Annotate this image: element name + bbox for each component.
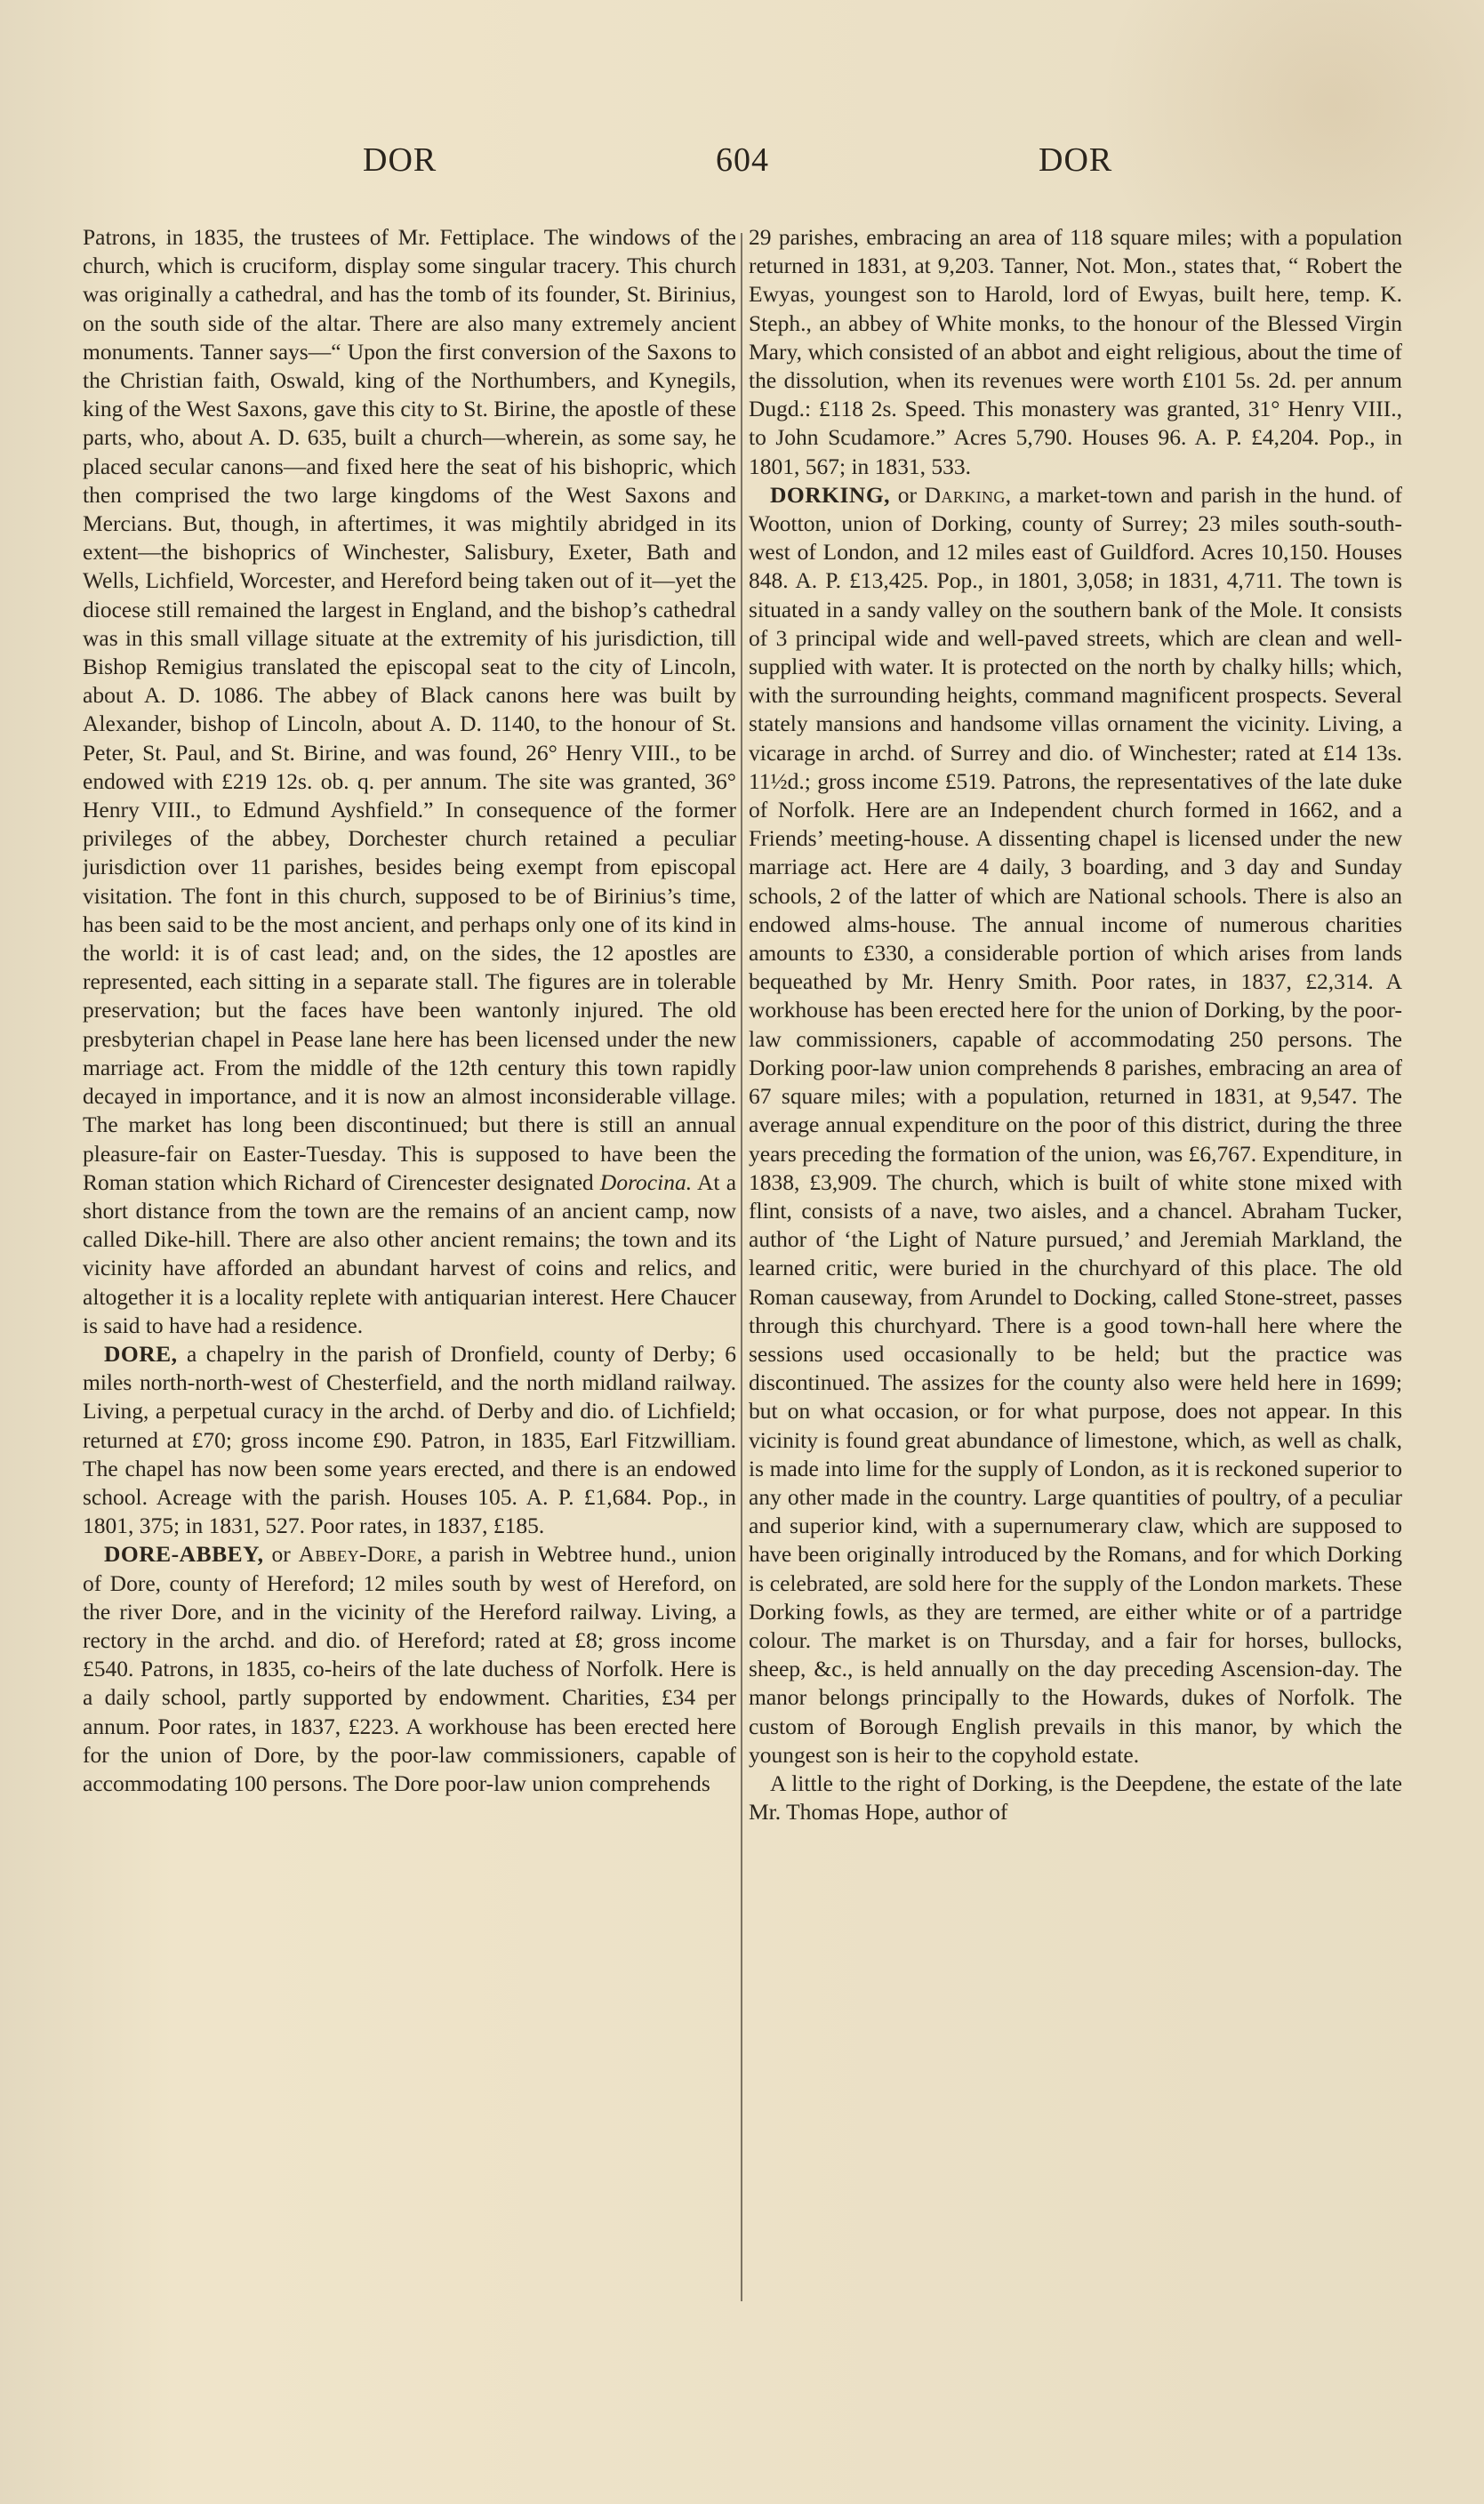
headword-abbey-dore: Abbey-Dore, xyxy=(298,1541,423,1568)
dorchester-continuation xyxy=(83,223,736,1340)
right-column xyxy=(749,223,1402,2313)
headword-dorking: DORKING, xyxy=(770,481,891,508)
column-divider xyxy=(741,233,742,2301)
deepdene-text: A little to the right of Dorking, is the Deepdene, the estate of the late Mr. Thomas Hope, author of xyxy=(749,1770,1402,1826)
dorchester-text-tail: At a short distance from the town are the remains of an ancient camp, now called Dike-hill. There are also other ancient remains; the town and its vicinity have afforded an abundant harvest of coins and relics, and altogether it is a locality replete with antiquarian interest. Here Chaucer is said to have had a residence. xyxy=(83,1168,736,1338)
entry-dore-abbey-or: or xyxy=(271,1541,291,1568)
dorchester-text: Patrons, in 1835, the trustees of Mr. Fettiplace. The windows of the church, which is cruciform, display some singular tracery. This church was originally a cathedral, and has the tomb of its founder, St. Birinius, on the south side of the altar. There are also many extremely ancient monuments. Tanner says—“ Upon the first conversion of the Saxons to the Christian faith, Oswald, king of the Northumbers, and Kynegils, king of the West Saxons, gave this city to St. Birine, the apostle of these parts, who, about A. D. 635, built a church—wherein, as some say, he placed secular canons—and fixed here the seat of his bishopric, which then comprised the two large kingdoms of the West Saxons and Mercians. But, though, in aftertimes, it was mightily abridged in its extent—the bishoprics of Winchester, Salisbury, Exeter, Bath and Wells, Lichfield, Worcester, and Hereford being taken out of it—yet the diocese still remained the largest in England, and the bishop’s cathedral was in this small village situate at the extremity of his jurisdiction, till Bishop Remigius translated the episcopal seat to the city of Lincoln, about A. D. 1086. The abbey of Black canons here was built by Alexander, bishop of Lincoln, about A. D. 1140, to the honour of St. Peter, St. Paul, and St. Birine, and was found, 26° Henry VIII., to be endowed with £219 12s. ob. q. per annum. The site was granted, 36° Henry VIII., to Edmund Ayshfield.” In consequence of the former privileges of the abbey, Dorchester church retained a peculiar jurisdiction over 11 parishes, besides being exempt from episcopal visitation. The font in this church, supposed to be of Birinius’s time, has been said to be the most ancient, and perhaps only one of its kind in the world: it is of cast lead; and, on the sides, the 12 apostles are represented, each sitting in a separate stall. The figures are in tolerable preservation; but the faces have been wantonly injured. The old presbyterian chapel in Pease lane here has been licensed under the new marriage act. From the middle of the 12th century this town rapidly decayed in importance, and it is now an almost inconsiderable village. The market has long been discontinued; but there is still an annual pleasure-fair on Easter-Tuesday. This is supposed to have been the Roman station which Richard of Cirencester designated xyxy=(83,224,736,1195)
page-header xyxy=(0,140,1484,181)
deepdene-paragraph xyxy=(749,1770,1402,1826)
headword-dore-abbey: DORE-ABBEY, xyxy=(104,1541,264,1568)
entry-dore xyxy=(83,1340,736,1540)
running-head-left: DOR xyxy=(363,141,437,179)
entry-dore-abbey-text: a parish in Webtree hund., union of Dore, county of Hereford; 12 miles south by west of Hereford, on the river Dore, and in the vicinity of the Hereford railway. Living, a rectory in the archd. and dio. of Hereford; rated at £8; gross income £540. Patrons, in 1835, co-heirs of the late duchess of Norfolk. Here is a daily school, partly supported by endowment. Charities, £34 per annum. Poor rates, in 1837, £223. A workhouse has been erected here for the union of Dore, by the poor-law commissioners, capable of accommodating 100 persons. The Dore poor-law union comprehends xyxy=(83,1541,736,1796)
entry-dore-text: a chapelry in the parish of Dronfield, county of Derby; 6 miles north-north-west of Chesterfield, and the north midland railway. Living, a perpetual curacy in the archd. of Derby and dio. of Lichfield; returned at £70; gross income £90. Patron, in 1835, Earl Fitzwilliam. The chapel has now been some years erected, and there is an endowed school. Acreage with the parish. Houses 105. A. P. £1,684. Pop., in 1801, 375; in 1831, 527. Poor rates, in 1837, £185. xyxy=(83,1340,736,1539)
dore-abbey-continuation xyxy=(749,223,1402,481)
entry-dorking-or: or xyxy=(897,481,917,508)
entry-dorking xyxy=(749,481,1402,1770)
page-number: 604 xyxy=(716,141,769,179)
dore-abbey-continuation-text: 29 parishes, embracing an area of 118 square miles; with a population returned in 1831, at 9,203. Tanner, Not. Mon., states that, “ Robert the Ewyas, youngest son to Harold, lord of Ewyas, built here, temp. K. Steph., an abbey of White monks, to the honour of the Blessed Virgin Mary, which consisted of an abbot and eight religious, about the time of the dissolution, when its revenues were worth £101 5s. 2d. per annum Dugd.: £118 2s. Speed. This monastery was granted, 31° Henry VIII., to John Scudamore.” Acres 5,790. Houses 96. A. P. £4,204. Pop., in 1801, 567; in 1831, 533. xyxy=(749,224,1402,479)
running-head-right: DOR xyxy=(1039,141,1113,179)
dorocina-word: Dorocina. xyxy=(599,1168,693,1195)
entry-dorking-text: a market-town and parish in the hund. of Wootton, union of Dorking, county of Surrey; 23 miles south-south-west of London, and 12 miles east of Guildford. Acres 10,150. Houses 848. A. P. £13,425. Pop., in 1801, 3,058; in 1831, 4,711. The town is situated in a sandy valley on the southern bank of the Mole. It consists of 3 principal wide and well-paved streets, which are clean and well-supplied with water. It is protected on the north by chalky hills; which, with the surrounding heights, command magnificent prospects. Several stately mansions and handsome villas ornament the vicinity. Living, a vicarage in archd. of Surrey and dio. of Winchester; rated at £14 13s. 11½d.; gross income £519. Patrons, the representatives of the late duke of Norfolk. Here are an Independent church formed in 1662, and a Friends’ meeting-house. A dissenting chapel is licensed under the new marriage act. Here are 4 daily, 3 boarding, and 3 day and Sunday schools, 2 of the latter of which are National schools. There is also an endowed alms-house. The annual income of numerous charities amounts to £330, a considerable portion of which arises from lands bequeathed by Mr. Henry Smith. Poor rates, in 1837, £2,314. A workhouse has been erected here for the union of Dorking, by the poor-law commissioners, capable of accommodating 250 persons. The Dorking poor-law union comprehends 8 parishes, embracing an area of 67 square miles; with a population, returned in 1831, at 9,547. The average annual expenditure on the poor of this district, during the three years preceding the formation of the union, was £6,767. Expenditure, in 1838, £3,909. The church, which is built of white stone mixed with flint, consists of a nave, two aisles, and a chancel. Abraham Tucker, author of ‘the Light of Nature pursued,’ and Jeremiah Markland, the learned critic, were buried in the churchyard of this place. The old Roman causeway, from Arundel to Docking, called Stone-street, passes through this churchyard. There is a good town-hall here where the sessions used occasionally to be held; but the practice was discontinued. The assizes for the county also were held here in 1699; but on what occasion, or for what purpose, does not appear. In this vicinity is found great abundance of limestone, which, as well as chalk, is made into lime for the supply of London, as it is reckoned superior to any other made in the country. Large quantities of poultry, of a peculiar and superior kind, with a supernumerary claw, which are supposed to have been originally introduced by the Romans, and for which Dorking is celebrated, are sold here for the supply of the London markets. These Dorking fowls, as they are termed, are either white or of a partridge colour. The market is on Thursday, and a fair for horses, bullocks, sheep, &c., is held annually on the day preceding Ascension-day. The manor belongs principally to the Howards, dukes of Norfolk. The custom of Borough English prevails in this manor, by which the youngest son is heir to the copyhold estate. xyxy=(749,481,1402,1768)
headword-darking: Darking, xyxy=(924,481,1012,508)
left-column xyxy=(83,223,736,2313)
entry-dore-abbey xyxy=(83,1540,736,1798)
headword-dore: DORE, xyxy=(104,1340,178,1367)
